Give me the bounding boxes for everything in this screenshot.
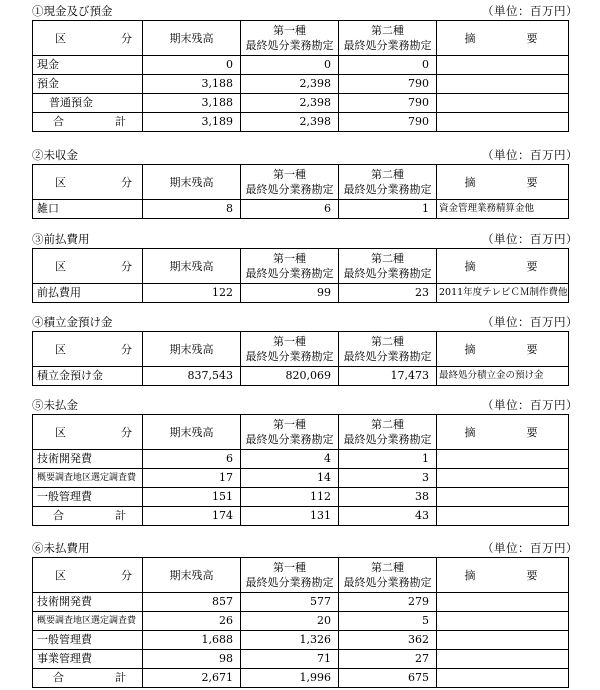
value-daini: 5 xyxy=(339,612,437,631)
header-daini: 第二種 最終処分業務勘定 xyxy=(339,165,437,200)
value-tekiyo: 最終処分積立金の預け金 xyxy=(437,367,569,386)
header-daini: 第二種 最終処分業務勘定 xyxy=(339,415,437,450)
value-tekiyo xyxy=(437,593,569,612)
value-kimatsu: 3,189 xyxy=(143,113,241,132)
row-label: 一般管理費 xyxy=(33,631,143,650)
header-row xyxy=(33,332,569,367)
total-row xyxy=(33,507,569,526)
value-kimatsu: 3,188 xyxy=(143,75,241,94)
value-kimatsu: 8 xyxy=(143,200,241,219)
receivables-table xyxy=(32,164,569,219)
section-reserve-deposit xyxy=(0,313,600,382)
value-daini: 279 xyxy=(339,593,437,612)
value-daiichi: 577 xyxy=(241,593,339,612)
section-title: ②未収金 xyxy=(32,148,78,162)
row-label: 技術開発費 xyxy=(33,593,143,612)
value-kimatsu: 1,688 xyxy=(143,631,241,650)
value-daini: 790 xyxy=(339,113,437,132)
header-daiichi: 第一種 最終処分業務勘定 xyxy=(241,415,339,450)
cash-deposits-table xyxy=(32,20,569,132)
table-row xyxy=(33,631,569,650)
value-daini: 0 xyxy=(339,56,437,75)
row-label: 概要調査地区選定調査費 xyxy=(33,469,143,488)
header-kimatsu: 期末残高 xyxy=(143,332,241,367)
value-tekiyo xyxy=(437,56,569,75)
value-daini: 23 xyxy=(339,284,437,303)
total-row xyxy=(33,113,569,132)
total-row xyxy=(33,669,569,688)
value-daini: 362 xyxy=(339,631,437,650)
table-row xyxy=(33,367,569,386)
value-tekiyo xyxy=(437,631,569,650)
section-accrued-expenses xyxy=(0,539,600,684)
header-kimatsu: 期末残高 xyxy=(143,21,241,56)
header-kubun: 区 分 xyxy=(33,415,143,450)
table-row xyxy=(33,593,569,612)
value-daiichi: 14 xyxy=(241,469,339,488)
header-tekiyo: 摘 要 xyxy=(437,332,569,367)
section-receivables xyxy=(0,146,600,215)
row-label: 合 計 xyxy=(33,507,143,526)
value-tekiyo: 2011年度テレビＣＭ制作費他 xyxy=(437,284,569,303)
header-kimatsu: 期末残高 xyxy=(143,558,241,593)
header-row xyxy=(33,165,569,200)
row-label: 現金 xyxy=(33,56,143,75)
value-daini: 790 xyxy=(339,94,437,113)
value-tekiyo xyxy=(437,450,569,469)
value-kimatsu: 0 xyxy=(143,56,241,75)
table-row xyxy=(33,469,569,488)
accrued-expenses-table xyxy=(32,557,569,688)
value-daini: 3 xyxy=(339,469,437,488)
value-kimatsu: 26 xyxy=(143,612,241,631)
value-tekiyo xyxy=(437,650,569,669)
header-row xyxy=(33,558,569,593)
value-tekiyo xyxy=(437,75,569,94)
row-label: 雑口 xyxy=(33,200,143,219)
value-kimatsu: 2,671 xyxy=(143,669,241,688)
value-tekiyo: 資金管理業務精算金他 xyxy=(437,200,569,219)
unit-label: （単位：百万円） xyxy=(482,541,578,555)
value-daiichi: 71 xyxy=(241,650,339,669)
value-daiichi: 1,996 xyxy=(241,669,339,688)
row-label: 前払費用 xyxy=(33,284,143,303)
header-daini: 第二種 最終処分業務勘定 xyxy=(339,249,437,284)
row-label: 概要調査地区選定調査費 xyxy=(33,612,143,631)
value-kimatsu: 174 xyxy=(143,507,241,526)
header-kubun: 区 分 xyxy=(33,558,143,593)
header-kubun: 区 分 xyxy=(33,249,143,284)
header-row xyxy=(33,21,569,56)
value-daini: 790 xyxy=(339,75,437,94)
table-row xyxy=(33,200,569,219)
header-tekiyo: 摘 要 xyxy=(437,165,569,200)
section-title: ⑤未払金 xyxy=(32,398,78,412)
value-tekiyo xyxy=(437,94,569,113)
value-daiichi: 6 xyxy=(241,200,339,219)
table-row xyxy=(33,94,569,113)
table-row xyxy=(33,450,569,469)
header-row xyxy=(33,249,569,284)
unit-label: （単位：百万円） xyxy=(482,315,578,329)
header-tekiyo: 摘 要 xyxy=(437,415,569,450)
section-title: ①現金及び預金 xyxy=(32,4,113,18)
unit-label: （単位：百万円） xyxy=(482,398,578,412)
accounts-payable-table xyxy=(32,414,569,526)
value-kimatsu: 6 xyxy=(143,450,241,469)
section-title: ④積立金預け金 xyxy=(32,315,113,329)
row-label: 合 計 xyxy=(33,669,143,688)
value-kimatsu: 151 xyxy=(143,488,241,507)
value-kimatsu: 857 xyxy=(143,593,241,612)
value-daiichi: 131 xyxy=(241,507,339,526)
table-row xyxy=(33,488,569,507)
header-kubun: 区 分 xyxy=(33,165,143,200)
value-daiichi: 820,069 xyxy=(241,367,339,386)
value-kimatsu: 3,188 xyxy=(143,94,241,113)
table-row xyxy=(33,284,569,303)
value-daiichi: 0 xyxy=(241,56,339,75)
header-daiichi: 第一種 最終処分業務勘定 xyxy=(241,558,339,593)
header-row xyxy=(33,415,569,450)
row-label: 技術開発費 xyxy=(33,450,143,469)
row-label: 預金 xyxy=(33,75,143,94)
header-kimatsu: 期末残高 xyxy=(143,165,241,200)
value-daiichi: 2,398 xyxy=(241,75,339,94)
value-tekiyo xyxy=(437,669,569,688)
row-label: 合 計 xyxy=(33,113,143,132)
value-tekiyo xyxy=(437,113,569,132)
value-daini: 43 xyxy=(339,507,437,526)
table-row xyxy=(33,650,569,669)
header-kimatsu: 期末残高 xyxy=(143,249,241,284)
value-daiichi: 20 xyxy=(241,612,339,631)
value-daini: 1 xyxy=(339,450,437,469)
table-row xyxy=(33,75,569,94)
value-daini: 1 xyxy=(339,200,437,219)
value-kimatsu: 17 xyxy=(143,469,241,488)
row-label: 普通預金 xyxy=(33,94,143,113)
section-prepaid xyxy=(0,230,600,299)
header-tekiyo: 摘 要 xyxy=(437,249,569,284)
value-daiichi: 4 xyxy=(241,450,339,469)
row-label: 事業管理費 xyxy=(33,650,143,669)
row-label: 一般管理費 xyxy=(33,488,143,507)
value-daini: 17,473 xyxy=(339,367,437,386)
unit-label: （単位：百万円） xyxy=(482,232,578,246)
reserve-deposit-table xyxy=(32,331,569,386)
value-daini: 38 xyxy=(339,488,437,507)
table-row xyxy=(33,612,569,631)
prepaid-table xyxy=(32,248,569,303)
value-tekiyo xyxy=(437,612,569,631)
value-daiichi: 112 xyxy=(241,488,339,507)
header-daini: 第二種 最終処分業務勘定 xyxy=(339,558,437,593)
value-daiichi: 99 xyxy=(241,284,339,303)
value-kimatsu: 98 xyxy=(143,650,241,669)
value-tekiyo xyxy=(437,507,569,526)
header-daini: 第二種 最終処分業務勘定 xyxy=(339,21,437,56)
unit-label: （単位：百万円） xyxy=(482,148,578,162)
header-kimatsu: 期末残高 xyxy=(143,415,241,450)
header-tekiyo: 摘 要 xyxy=(437,558,569,593)
section-title: ⑥未払費用 xyxy=(32,541,90,555)
header-tekiyo: 摘 要 xyxy=(437,21,569,56)
header-daiichi: 第一種 最終処分業務勘定 xyxy=(241,332,339,367)
value-tekiyo xyxy=(437,488,569,507)
value-daini: 27 xyxy=(339,650,437,669)
section-accounts-payable xyxy=(0,396,600,522)
section-cash-deposits xyxy=(0,2,600,128)
value-tekiyo xyxy=(437,469,569,488)
header-daiichi: 第一種 最終処分業務勘定 xyxy=(241,249,339,284)
table-row xyxy=(33,56,569,75)
header-daini: 第二種 最終処分業務勘定 xyxy=(339,332,437,367)
header-daiichi: 第一種 最終処分業務勘定 xyxy=(241,21,339,56)
header-kubun: 区 分 xyxy=(33,21,143,56)
unit-label: （単位：百万円） xyxy=(482,4,578,18)
value-daini: 675 xyxy=(339,669,437,688)
value-kimatsu: 837,543 xyxy=(143,367,241,386)
value-daiichi: 1,326 xyxy=(241,631,339,650)
row-label: 積立金預け金 xyxy=(33,367,143,386)
header-kubun: 区 分 xyxy=(33,332,143,367)
value-daiichi: 2,398 xyxy=(241,113,339,132)
value-daiichi: 2,398 xyxy=(241,94,339,113)
header-daiichi: 第一種 最終処分業務勘定 xyxy=(241,165,339,200)
value-kimatsu: 122 xyxy=(143,284,241,303)
section-title: ③前払費用 xyxy=(32,232,90,246)
